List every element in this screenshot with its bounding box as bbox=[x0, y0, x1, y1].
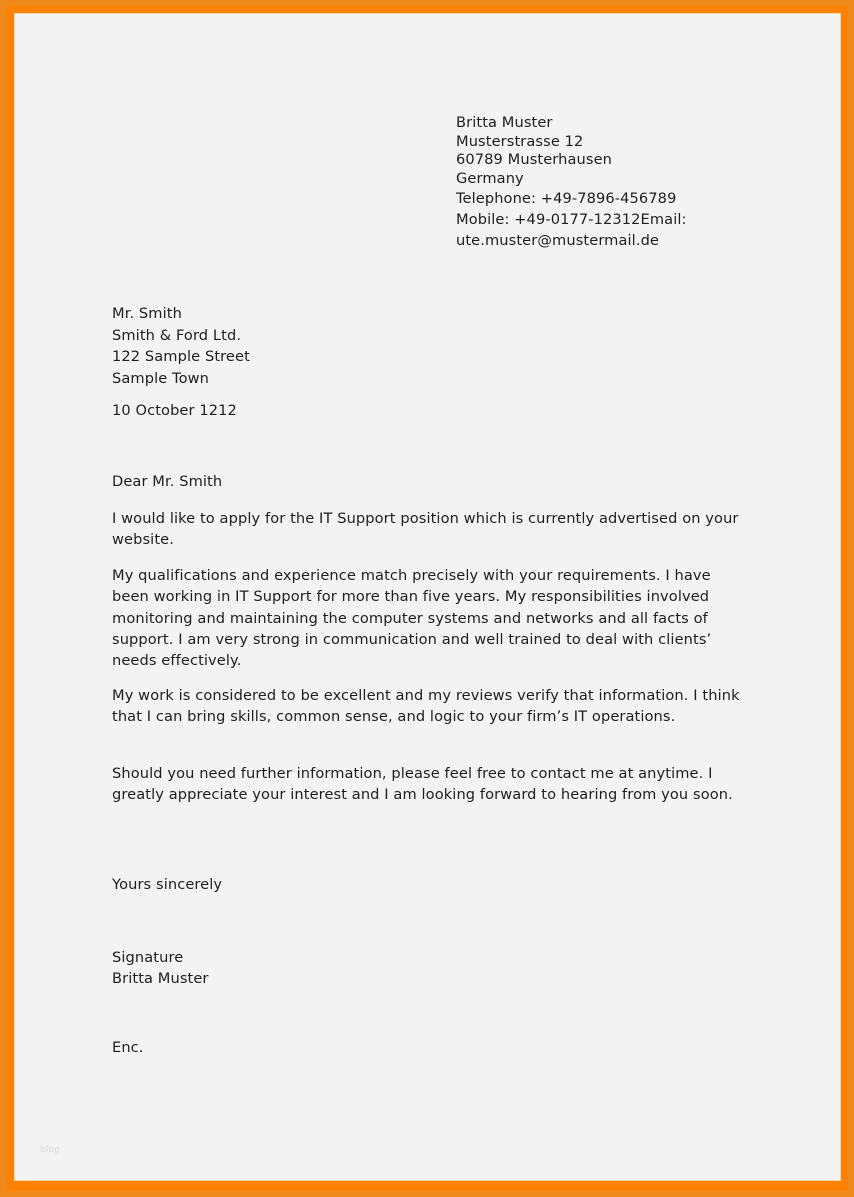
recipient-company: Smith & Ford Ltd. bbox=[112, 326, 242, 344]
sender-city: 60789 Musterhausen bbox=[456, 151, 613, 168]
letter-date: 10 October 1212 bbox=[112, 402, 237, 419]
recipient-address-block bbox=[112, 303, 250, 389]
watermark: blog bbox=[40, 1145, 60, 1155]
closing: Yours sincerely bbox=[112, 876, 223, 893]
sender-mobile: Mobile: +49-0177-12312Email: bbox=[456, 211, 687, 228]
body-paragraph: I would like to apply for the IT Support position which is currently advertised on your website. bbox=[112, 510, 739, 549]
signature-block bbox=[112, 947, 209, 989]
recipient-street: 122 Sample Street bbox=[112, 348, 250, 365]
signature-name: Britta Muster bbox=[112, 970, 209, 987]
sender-telephone: Telephone: +49-7896-456789 bbox=[456, 190, 677, 207]
recipient-town: Sample Town bbox=[112, 369, 210, 387]
sender-email: ute.muster@mustermail.de bbox=[456, 232, 660, 249]
recipient-name: Mr. Smith bbox=[112, 305, 182, 322]
enclosure-note: Enc. bbox=[112, 1039, 144, 1056]
sender-name: Britta Muster bbox=[456, 114, 553, 131]
signature-label: Signature bbox=[112, 949, 184, 966]
body-paragraph: My work is considered to be excellent and my reviews verify that information. I think that I can bring skills, common sense, and logic to your firm’s IT operations. bbox=[112, 687, 740, 726]
body-paragraph: My qualifications and experience match precisely with your requirements. I have been working in IT Support for more than five years. My responsibilities involved monitoring and maintaining the computer systems and networks and all facts of support. I am very strong in communication and well trained to deal with clients’ needs effectively. bbox=[112, 567, 712, 670]
sender-address-block bbox=[456, 114, 687, 251]
body-paragraph: Should you need further information, please feel free to contact me at anytime. I greatly appreciate your interest and I am looking forward to hearing from you soon. bbox=[112, 765, 733, 804]
sender-country: Germany bbox=[456, 169, 524, 187]
sender-street: Musterstrasse 12 bbox=[456, 132, 584, 150]
letter-page bbox=[15, 14, 840, 1180]
salutation: Dear Mr. Smith bbox=[112, 473, 223, 490]
